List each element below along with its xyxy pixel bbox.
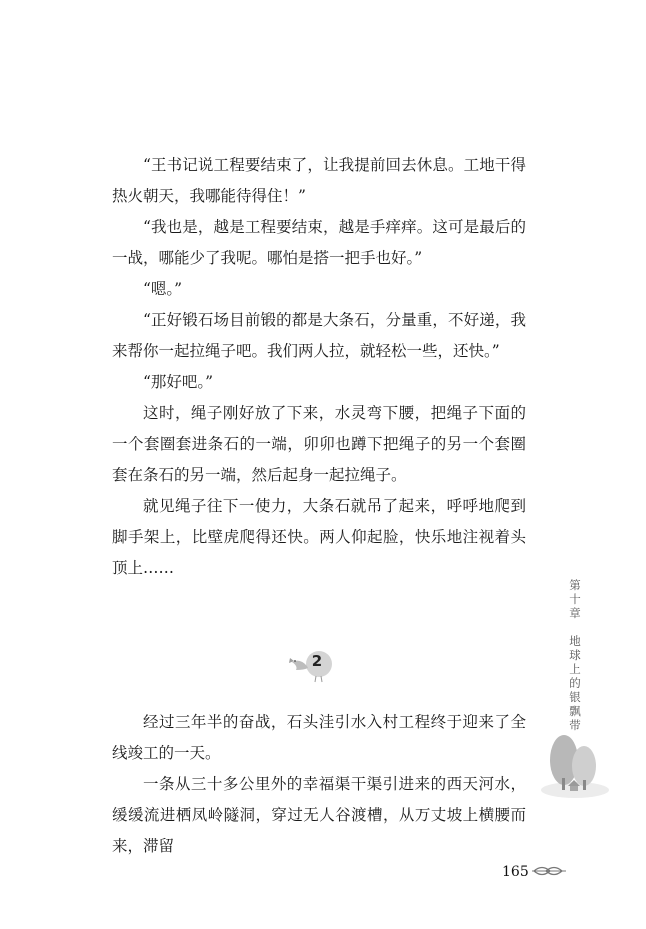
paragraph: “王书记说工程要结束了，让我提前回去休息。工地干得热火朝天，我哪能待得住！” bbox=[112, 156, 526, 205]
paragraph: 一条从三十多公里外的幸福渠干渠引进来的西天河水，缓缓流进栖凤岭隧洞，穿过无人谷渡槽，从万丈坡上横腰而来，滞留 bbox=[112, 775, 526, 855]
page-number: 165 bbox=[502, 864, 529, 880]
chapter-label: 第 十 章 bbox=[569, 578, 581, 620]
tree-illustration-icon bbox=[540, 730, 610, 802]
section-number: 2 bbox=[311, 652, 323, 670]
chapter-side-tab bbox=[560, 578, 590, 732]
paragraph: 这时，绳子刚好放了下来，水灵弯下腰，把绳子下面的一个套圈套进条石的一端，卯卯也蹲下把绳子的另一个套圈套在条石的另一端，然后起身一起拉绳子。 bbox=[112, 404, 526, 484]
paragraph: “嗯。” bbox=[143, 280, 183, 298]
leaf-ornament-icon bbox=[532, 862, 568, 880]
paragraph: “正好锻石场目前锻的都是大条石，分量重，不好递，我来帮你一起拉绳子吧。我们两人拉，就轻松一些，还快。” bbox=[112, 311, 526, 360]
paragraph: “那好吧。” bbox=[143, 373, 214, 391]
paragraph: 经过三年半的奋战，石头洼引水入村工程终于迎来了全线竣工的一天。 bbox=[112, 713, 526, 762]
chapter-title: 地 球 上 的 银 飘 带 bbox=[569, 634, 581, 732]
paragraph: 就见绳子往下一使力，大条石就吊了起来，呼呼地爬到脚手架上，比壁虎爬得还快。两人仰起脸，快乐地注视着头顶上…… bbox=[112, 497, 526, 577]
paragraph: “我也是，越是工程要结束，越是手痒痒。这可是最后的一战，哪能少了我呢。哪怕是搭一把手也好。” bbox=[112, 218, 526, 267]
